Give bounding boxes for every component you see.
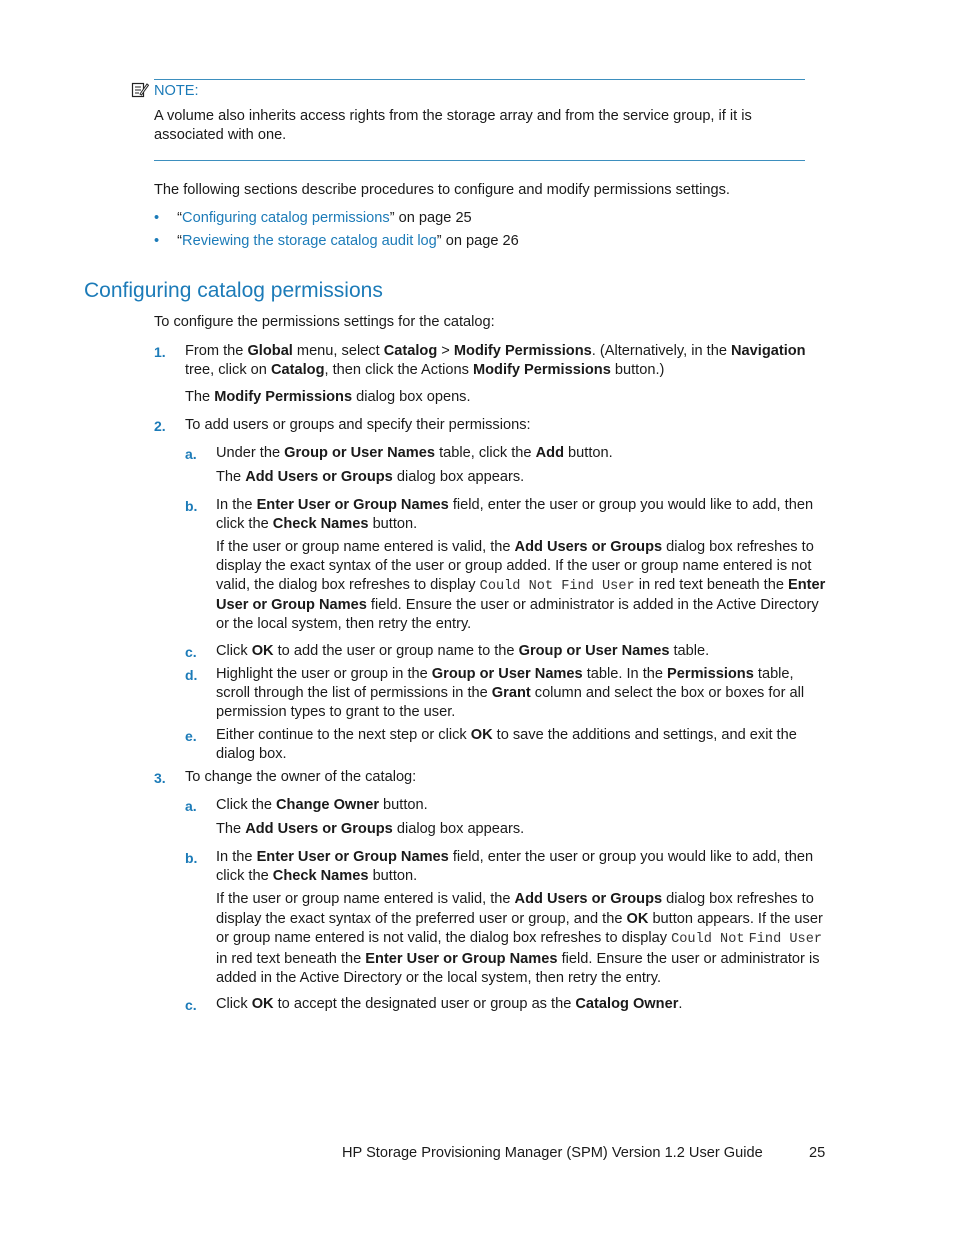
note-icon [131,81,149,105]
reviewing-audit-log-link[interactable]: Reviewing the storage catalog audit log [182,233,437,249]
error-message: Find User [748,932,823,947]
step-3a-result: The Add Users or Groups dialog box appears. [216,821,525,837]
step-2-text: To add users or groups and specify their permissions: [185,417,531,433]
step-2a-result: The Add Users or Groups dialog box appears. [216,469,525,485]
step-number: 1. [154,344,166,360]
link-item: • “Configuring catalog permissions” on page 25 [154,210,472,226]
section-heading: Configuring catalog permissions [84,279,383,302]
link-item: • “Reviewing the storage catalog audit log” on page 26 [154,233,519,249]
note-top-rule [154,79,805,80]
step-3-text: To change the owner of the catalog: [185,769,417,785]
step-1-text: From the Global menu, select Catalog > Modify Permissions. (Alternatively, in the Navigation tree, click on Catalog, then click the Actions Modify Permissions button.) [185,343,806,378]
substep-letter: e. [185,728,197,744]
configuring-catalog-permissions-link[interactable]: Configuring catalog permissions [182,210,390,226]
bullet-icon: • [154,233,160,249]
step-2c-text: Click OK to add the user or group name to the Group or User Names table. [216,643,710,659]
step-2b-detail: If the user or group name entered is valid, the Add Users or Groups dialog box refreshes to display the exact syntax of the user or group added. If the user or group name entered is not valid, the dialog box refreshes to display Could Not Find User in red text beneath the Enter User or Group Names field. Ensure the user or administrator is added in the Active Directory or the local system, then retry the entry. [216,539,826,632]
error-message: Could Not [671,932,745,947]
section-lead: To configure the permissions settings for the catalog: [154,314,495,330]
step-2e-text: Either continue to the next step or click OK to save the additions and settings, and exit the dialog box. [216,727,797,762]
intro-text: The following sections describe procedures to configure and modify permissions settings. [154,182,730,198]
step-number: 2. [154,418,166,434]
substep-letter: c. [185,997,197,1013]
step-3a-text: Click the Change Owner button. [216,797,428,813]
step-3b-text: In the Enter User or Group Names field, enter the user or group you would like to add, then click the Check Names button. [216,849,814,884]
note-bottom-rule [154,160,805,161]
step-2b-text: In the Enter User or Group Names field, enter the user or group you would like to add, then click the Check Names button. [216,497,814,532]
step-3b-detail: If the user or group name entered is valid, the Add Users or Groups dialog box refreshes to display the exact syntax of the preferred user or group, and the OK button appears. If the user or group name entered is not valid, the dialog box refreshes to display Could Not Find User in red text beneath the Enter User or Group Names field. Ensure the user or administrator is added in the Active Directory or the local system, then retry the entry. [216,891,823,986]
step-2d-text: Highlight the user or group in the Group or User Names table. In the Permissions table, scroll through the list of permissions in the Grant column and select the box or boxes for all permission types to grant to the user. [216,666,805,720]
substep-letter: c. [185,644,197,660]
step-number: 3. [154,770,166,786]
footer-title: HP Storage Provisioning Manager (SPM) Version 1.2 User Guide [342,1145,763,1161]
substep-letter: d. [185,667,198,683]
note-label: NOTE: [154,83,199,99]
substep-letter: a. [185,446,197,462]
substep-letter: a. [185,798,197,814]
bullet-icon: • [154,210,160,226]
step-1-result: The Modify Permissions dialog box opens. [185,389,471,405]
error-message: Could Not Find User [479,579,635,594]
substep-letter: b. [185,498,198,514]
page-number: 25 [809,1145,826,1161]
note-text: A volume also inherits access rights from the storage array and from the service group, if it is associated with one. [154,108,752,143]
step-3c-text: Click OK to accept the designated user or group as the Catalog Owner. [216,996,683,1012]
substep-letter: b. [185,850,198,866]
step-2a-text: Under the Group or User Names table, click the Add button. [216,445,613,461]
